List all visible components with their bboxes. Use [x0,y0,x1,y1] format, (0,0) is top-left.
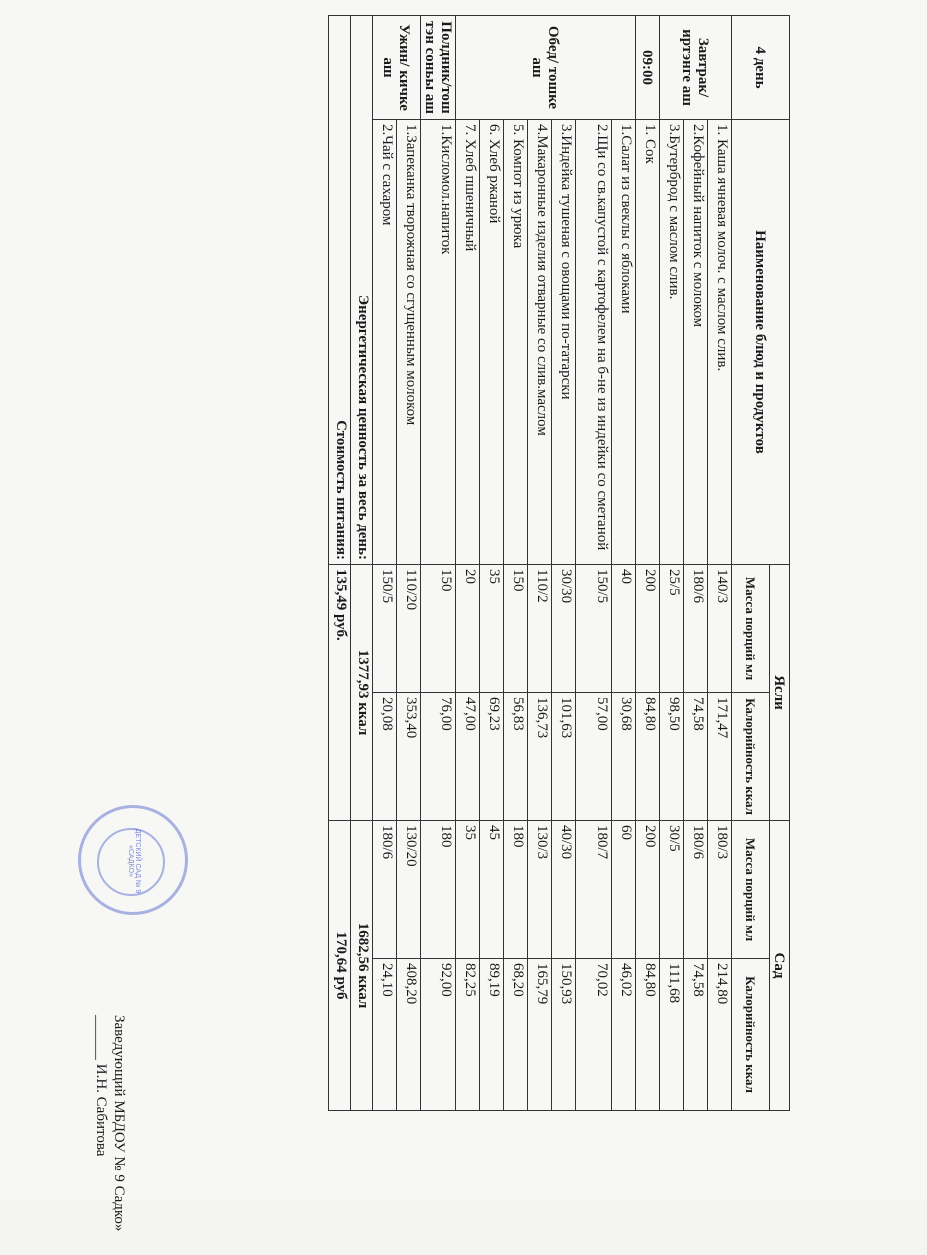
yasli-mass: 110/20 [397,565,421,693]
sad-header: Сад [770,821,790,1111]
cost-label: Стоимость питания: [329,16,351,565]
dish-name: 1. Сок [636,120,660,565]
yasli-calories: 136,73 [528,693,552,821]
yasli-calories: 57,00 [576,693,612,821]
yasli-mass: 25/5 [660,565,684,693]
sad-mass: 45 [480,821,504,959]
yasli-calories: 20,08 [373,693,397,821]
dish-name: 2.Щи со св.капустой с картофелем на б-не из индейки со сметаной [576,120,612,565]
sad-mass-header: Масса порций мл [732,821,770,959]
approval-block [92,1015,128,1255]
dish-name: 2.Кофейный напиток с молоком [684,120,708,565]
official-stamp [78,805,188,915]
cost-row [329,16,351,1111]
approval-line2 [92,1015,110,1255]
product-header: Наименование блюд и продуктов [732,120,790,565]
yasli-mass: 150 [504,565,528,693]
yasli-calories: 76,00 [421,693,456,821]
table-row [576,16,612,1111]
yasli-calories: 74,58 [684,693,708,821]
sad-mass: 30/5 [660,821,684,959]
dish-name: 1.Салат из свеклы с яблоками [612,120,636,565]
sad-mass: 35 [456,821,480,959]
sad-mass: 180/3 [708,821,732,959]
day-header: 4 день [732,16,790,120]
table-row [636,16,660,1111]
table-row [552,16,576,1111]
signature-line: ______ [93,1015,109,1060]
yasli-calories: 56,83 [504,693,528,821]
stamp-text: ДЕТСКИЙ САД № 9 «САДКО» [127,828,141,894]
energy-label: Энергетическая ценность за весь день: [351,16,373,565]
dish-name: 2.Чай с сахаром [373,120,397,565]
table-row [504,16,528,1111]
sad-calories: 70,02 [576,959,612,1111]
table-row [397,16,421,1111]
sad-calories: 84,80 [636,959,660,1111]
sad-calories: 92,00 [421,959,456,1111]
dish-name: 6. Хлеб ржаной [480,120,504,565]
sad-calories: 82,25 [456,959,480,1111]
sad-calories: 165,79 [528,959,552,1111]
yasli-mass: 30/30 [552,565,576,693]
table-row [456,16,480,1111]
yasli-calories: 30,68 [612,693,636,821]
dish-name: 1.Кисломол.напиток [421,120,456,565]
sad-mass: 200 [636,821,660,959]
yasli-calories: 101,63 [552,693,576,821]
dish-name: 5. Компот из урюка [504,120,528,565]
table-row [612,16,636,1111]
table-row [421,16,456,1111]
yasli-calories: 171,47 [708,693,732,821]
meal-name: Полдник/тош тэн соньы аш [421,16,456,120]
sad-cal-header: Калорийность ккал [732,959,770,1111]
sad-mass: 60 [612,821,636,959]
yasli-mass: 150 [421,565,456,693]
dish-name: 4.Макаронные изделия отварные со слив.маслом [528,120,552,565]
table-row [708,16,732,1111]
yasli-mass: 40 [612,565,636,693]
yasli-mass: 150/5 [576,565,612,693]
sad-calories: 111,68 [660,959,684,1111]
menu-body [373,16,732,1111]
sad-calories: 24,10 [373,959,397,1111]
rotated-sheet [30,15,790,1232]
sad-calories: 408,20 [397,959,421,1111]
dish-name: 3.Бутерброд с маслом слив. [660,120,684,565]
table-row [684,16,708,1111]
sad-mass: 130/3 [528,821,552,959]
sad-mass: 180 [421,821,456,959]
yasli-calories: 353,40 [397,693,421,821]
sad-calories: 89,19 [480,959,504,1111]
sad-calories: 214,80 [708,959,732,1111]
yasli-calories: 84,80 [636,693,660,821]
yasli-calories: 47,00 [456,693,480,821]
yasli-mass: 35 [480,565,504,693]
sad-mass: 180/6 [373,821,397,959]
meal-name: Завтрак/иртэнге аш [660,16,732,120]
sad-mass: 40/30 [552,821,576,959]
meal-name: Ужин/ кичке аш [373,16,421,120]
table-row [480,16,504,1111]
menu-table [328,15,790,1111]
sad-calories: 68,20 [504,959,528,1111]
sad-calories: 150,93 [552,959,576,1111]
yasli-header: Ясли [770,565,790,821]
yasli-calories: 98,50 [660,693,684,821]
yasli-mass: 110/2 [528,565,552,693]
meal-name: Обед/ тошке аш [456,16,636,120]
yasli-cal-header: Калорийность ккал [732,693,770,821]
yasli-mass: 20 [456,565,480,693]
yasli-mass: 200 [636,565,660,693]
yasli-calories: 69,23 [480,693,504,821]
yasli-mass: 150/5 [373,565,397,693]
approval-line1: Заведующий МБДОУ № 9 Садко» [111,1015,127,1232]
dish-name: 3.Индейка тушеная с овощами по-татарски [552,120,576,565]
table-row [528,16,552,1111]
director-name: И.Н. Сабитова [93,1063,109,1157]
menu-table-wrap [142,15,790,1110]
dish-name: 7. Хлеб пшеничный [456,120,480,565]
sad-calories: 74,58 [684,959,708,1111]
yasli-mass: 140/3 [708,565,732,693]
cost-yasli: 135,49 руб. [329,565,351,821]
energy-sad: 1682,56 ккал [351,821,373,1111]
cost-sad: 170,64 руб [329,821,351,1111]
sad-mass: 180 [504,821,528,959]
dish-name: 1.Запеканка творожная со сгущенным молоком [397,120,421,565]
energy-yasli: 1377,93 ккал [351,565,373,821]
sad-calories: 46,02 [612,959,636,1111]
yasli-mass-header: Масса порций мл [732,565,770,693]
table-row [660,16,684,1111]
sad-mass: 130/20 [397,821,421,959]
dish-name: 1. Каша ячневая молоч. с маслом слив. [708,120,732,565]
meal-name: 09:00 [636,16,660,120]
sad-mass: 180/7 [576,821,612,959]
sad-mass: 180/6 [684,821,708,959]
table-row [373,16,397,1111]
yasli-mass: 180/6 [684,565,708,693]
energy-row [351,16,373,1111]
